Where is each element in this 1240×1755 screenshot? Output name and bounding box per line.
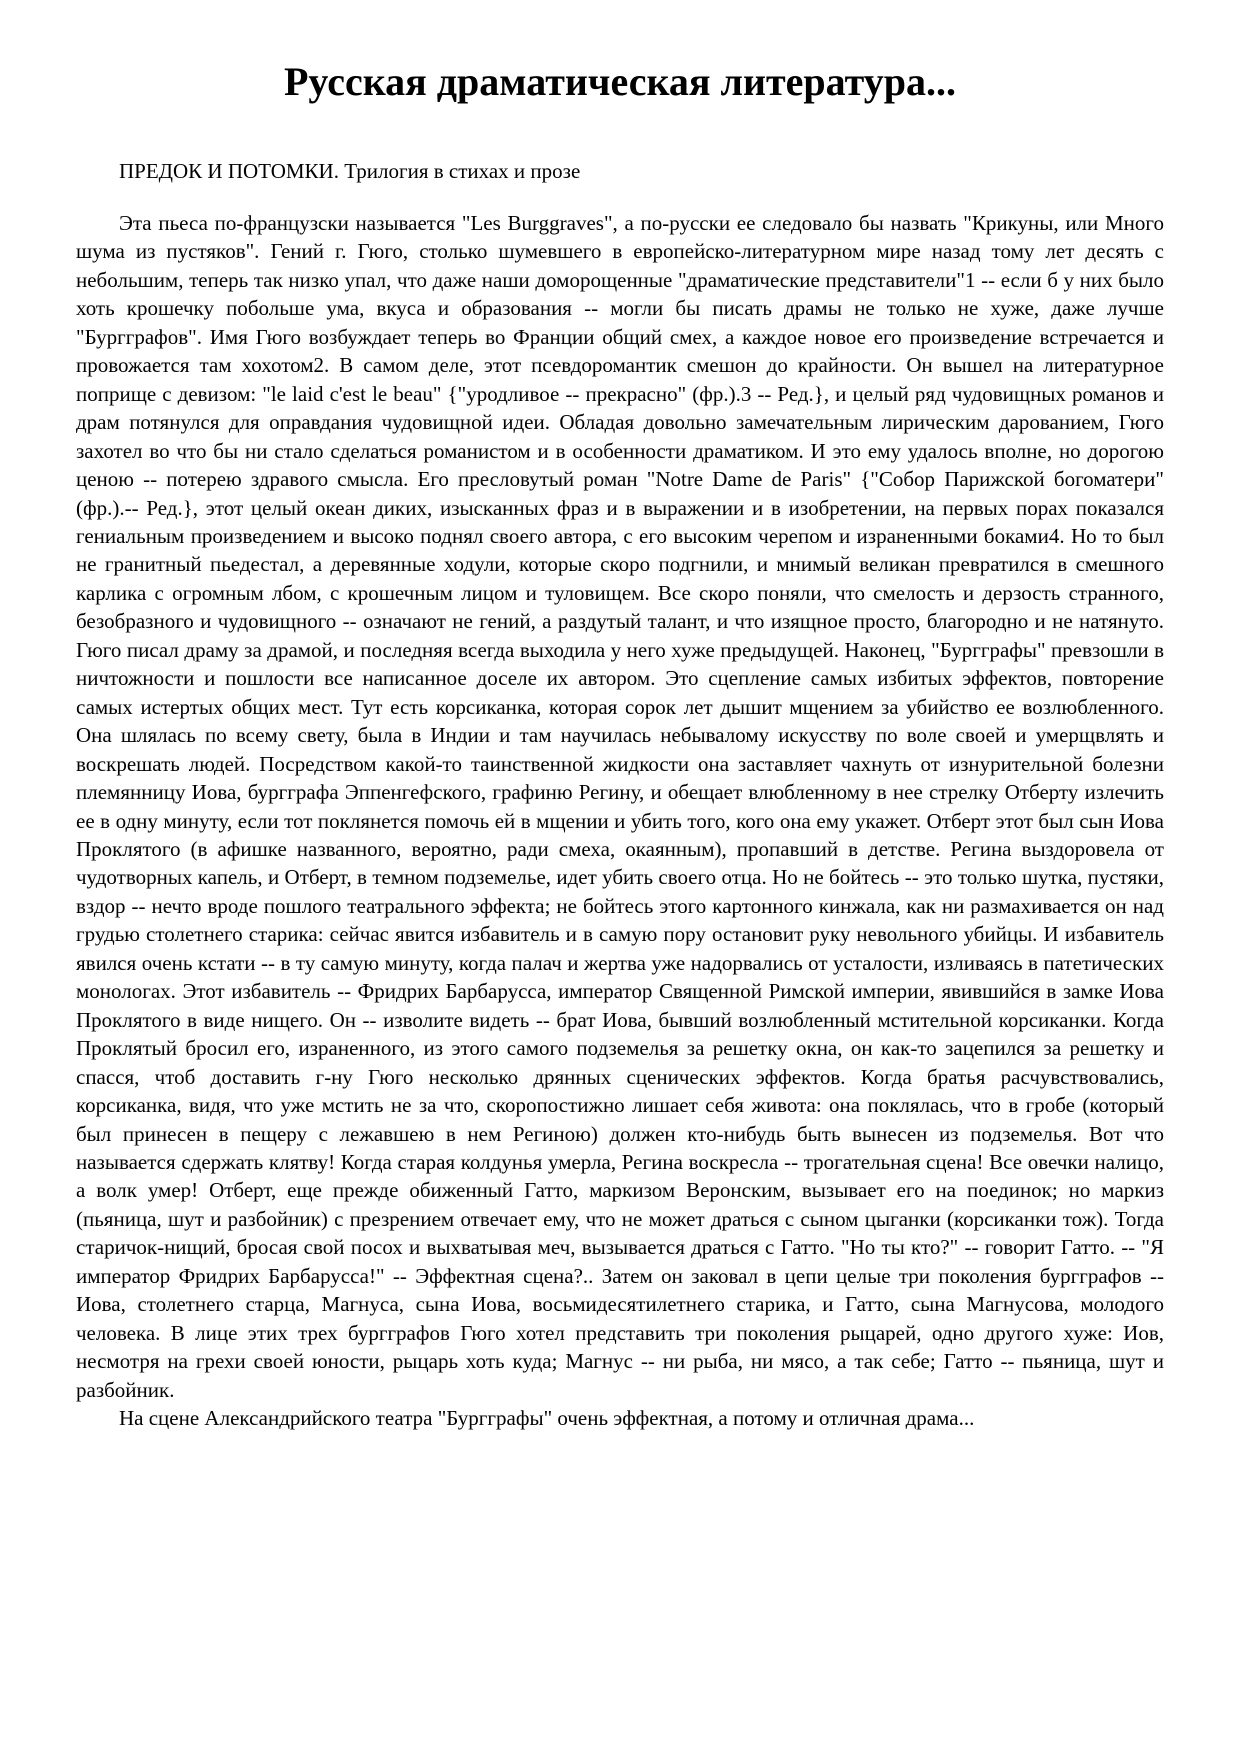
paragraph-main: Эта пьеса по-французски называется "Les Burggraves", а по-русски ее следовало бы назвать "Крикуны, или Много шума из пустяков". Гений г. Гюго, столько шумевшего в европейско-литературном мире назад тому лет десять с небольшим, теперь так низко упал, что даже наши доморощенные "драматические представители"1 -- если б у них было хоть крошечку побольше ума, вкуса и образования -- могли бы писать драмы не только не хуже, даже лучше "Бургграфов". Имя Гюго возбуждает теперь во Франции общий смех, а каждое новое его произведение встречается и провожается там хохотом2. В самом деле, этот псевдоромантик смешон до крайности. Он вышел на литературное поприще с девизом: "le laid c'est le beau" {"уродливое -- прекрасно" (фр.).3 -- Ред.}, и целый ряд чудовищных романов и драм потянулся для оправдания чудовищной идеи. Обладая довольно замечательным лирическим дарованием, Гюго захотел во что бы ни стало сделаться романистом и в особенности драматиком. И это ему удалось вполне, но дорогою ценою -- потерею здравого смысла. Его пресловутый роман "Notre Dame de Paris" {"Собор Парижской богоматери" (фр.).-- Ред.}, этот целый океан диких, изысканных фраз и в выражении и в изобретении, на первых порах показался гениальным произведением и высоко поднял своего автора, с его высоким черепом и израненными боками4. Но то был не гранитный пьедестал, а деревянные ходули, которые скоро подгнили, и мнимый великан превратился в смешного карлика с огромным лбом, с крошечным лицом и туловищем. Все скоро поняли, что смелость и дерзость странного, безобразного и чудовищного -- означают не гений, а раздутый талант, и что изящное просто, благородно и не натянуто. Гюго писал драму за драмой, и последняя всегда выходила у него хуже предыдущей. Наконец, "Бургграфы" превзошли в ничтожности и пошлости все написанное доселе их автором. Это сцепление самых избитых эффектов, повторение самых истертых общих мест. Тут есть корсиканка, которая сорок лет дышит мщением за убийство ее возлюбленного. Она шлялась по всему свету, была в Индии и там научилась небывалому искусству по воле своей и умерщвлять и воскрешать людей. Посредством какой-то таинственной жидкости она заставляет чахнуть от изнурительной болезни племянницу Иова, бургграфа Эппенгефского, графиню Регину, и обещает влюбленному в нее стрелку Отберту излечить ее в одну минуту, если тот поклянется помочь ей в мщении и убить того, кого она ему укажет. Отберт этот был сын Иова Проклятого (в афишке названного, вероятно, ради смеха, окаянным), пропавший в детстве. Регина выздоровела от чудотворных капель, и Отберт, в темном подземелье, идет убить своего отца. Но не бойтесь -- это только шутка, пустяки, вздор -- нечто вроде пошлого театрального эффекта; не бойтесь этого картонного кинжала, как ни размахивается он над грудью столетнего старика: сейчас явится избавитель и в самую пору остановит руку невольного убийцы. И избавитель явился очень кстати -- в ту самую минуту, когда палач и жертва уже надорвались от усталости, изливаясь в патетических монологах. Этот избавитель -- Фридрих Барбарусса, император Священной Римской империи, явившийся в замке Иова Проклятого в виде нищего. Он -- изволите видеть -- брат Иова, бывший возлюбленный мстительной корсиканки. Когда Проклятый бросил его, израненного, из этого самого подземелья за решетку окна, он как-то зацепился за решетку и спасся, чтоб доставить г-ну Гюго несколько дрянных сценических эффектов. Когда братья расчувствовались, корсиканка, видя, что уже мстить не за что, скоропостижно лишает себя живота: она поклялась, что в гробе (который был принесен в пещеру с лежавшею в нем Региною) должен кто-нибудь быть вынесен из подземелья. Вот что называется сдержать клятву! Когда старая колдунья умерла, Регина воскресла -- трогательная сцена! Все овечки налицо, а волк умер! Отберт, еще прежде обиженный Гатто, маркизом Веронским, вызывает его на поединок; но маркиз (пьяница, шут и разбойник) с презрением отвечает ему, что не может драться с сыном цыганки (корсиканки тож). Тогда старичок-нищий, бросая свой посох и выхватывая меч, вызывается драться с Гатто. "Но ты кто?" -- говорит Гатто. -- "Я император Фридрих Барбарусса!" -- Эффектная сцена?.. Затем он заковал в цепи целые три поколения бургграфов -- Иова, столетнего старца, Магнуса, сына Иова, восьмидесятилетнего старика, и Гатто, сына Магнусова, молодого человека. В лице этих трех бургграфов Гюго хотел представить три поколения рыцарей, одно другого хуже: Иов, несмотря на грехи своей юности, рыцарь хоть куда; Магнус -- ни рыба, ни мясо, а так себе; Гатто -- пьяница, шут и разбойник. bbox=[76, 211, 1164, 1402]
body-text bbox=[76, 209, 1164, 1432]
paragraph-closing: На сцене Александрийского театра "Бургграфы" очень эффектная, а потому и отличная драма... bbox=[119, 1406, 975, 1431]
document-title: Русская драматическая литература... bbox=[283, 59, 956, 104]
section-heading: ПРЕДОК И ПОТОМКИ. Трилогия в стихах и прозе bbox=[119, 159, 581, 183]
